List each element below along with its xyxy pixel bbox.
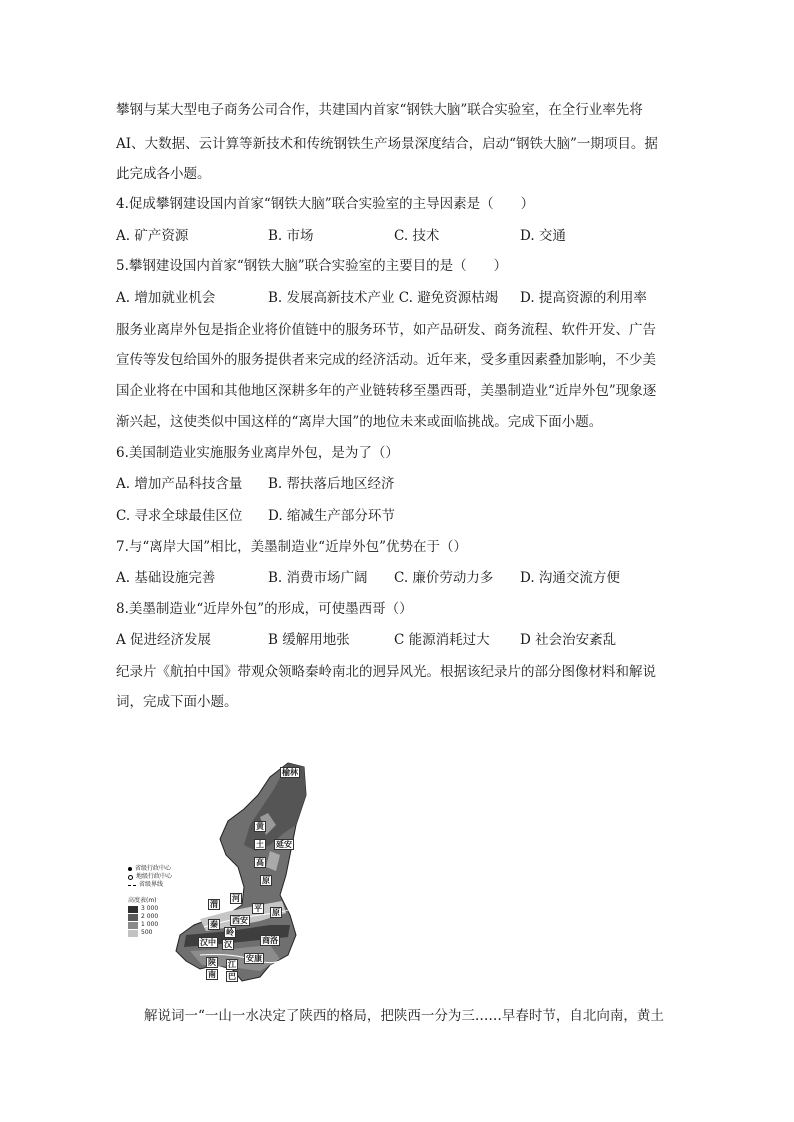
commentary-line: 解说词一“一山一水决定了陕西的格局，把陕西一分为三……早春时节，自北向南，黄土 <box>144 1008 664 1024</box>
label-ankang: 安康 <box>246 954 262 963</box>
passage1-line2: AI、大数据、云计算等新技术和传统钢铁生产场景深度结合，启动“钢铁大脑”一期项目。据 <box>116 136 658 152</box>
legend-level-2 <box>128 913 172 921</box>
label-han: 汉 <box>224 940 232 949</box>
passage2-line2: 宣传等发包给国外的服务提供者来完成的经济活动。近年来，受多重因素叠加影响，不少美 <box>116 352 656 368</box>
passage3-line1: 纪录片《航拍中国》带观众领略秦岭南北的迥异风光。根据该纪录片的部分图像材料和解说 <box>116 664 656 680</box>
q7-option-b: B. 消费市场广阔 <box>268 570 368 586</box>
label-tu: 土 <box>256 840 264 849</box>
label-yulin: 榆林 <box>282 768 298 777</box>
q5-option-d: D. 提高资源的利用率 <box>520 290 647 306</box>
swatch-3000 <box>128 906 138 913</box>
level-1000-label: 1 000 <box>141 921 159 928</box>
q6-stem: 6.美国制造业实施服务业离岸外包，是为了（） <box>116 445 399 461</box>
label-yuan2: 原 <box>272 908 280 917</box>
q6-option-a: A. 增加产品科技含量 <box>116 476 243 492</box>
label-xian: 西安 <box>232 916 248 925</box>
provincial-center-icon <box>128 867 132 871</box>
legend-prefectural <box>128 873 172 881</box>
level-500-label: 500 <box>141 929 153 936</box>
label-yuan1: 原 <box>262 876 270 885</box>
passage1-line1: 攀钢与某大型电子商务公司合作，共建国内首家“钢铁大脑”联合实验室，在全行业率先将 <box>116 102 643 118</box>
q4-option-c: C. 技术 <box>394 228 440 244</box>
label-ling: 岭 <box>226 928 234 937</box>
q8-option-b: B 缓解用地张 <box>268 632 350 648</box>
legend-provincial-label: 省级行政中心 <box>135 865 172 872</box>
swatch-500 <box>128 930 138 937</box>
label-hanzhong: 汉中 <box>200 938 216 947</box>
boundary-line-icon <box>128 885 136 886</box>
q6-option-d: D. 缩减生产部分环节 <box>268 508 395 524</box>
legend-boundary <box>128 881 172 889</box>
q8-option-a: A 促进经济发展 <box>116 632 212 648</box>
q4-option-a: A. 矿产资源 <box>116 228 189 244</box>
q7-option-c: C. 廉价劳动力多 <box>394 570 494 586</box>
label-he: 河 <box>232 894 240 903</box>
q7-option-d: D. 沟通交流方便 <box>520 570 620 586</box>
prefectural-center-icon <box>128 875 133 880</box>
legend-level-3 <box>128 921 172 929</box>
q4-stem: 4.促成攀钢建设国内首家“钢铁大脑”联合实验室的主导因素是（ ） <box>116 196 535 212</box>
swatch-1000 <box>128 922 138 929</box>
q6-option-c: C. 寻求全球最佳区位 <box>116 508 243 524</box>
label-jiang: 江 <box>228 960 236 969</box>
label-ba: 巴 <box>228 972 236 981</box>
passage3-line2: 词，完成下面小题。 <box>116 694 238 710</box>
q5-option-bc: B. 发展高新技术产业 C. 避免资源枯竭 <box>268 290 499 306</box>
swatch-2000 <box>128 914 138 921</box>
q5-stem: 5.攀钢建设国内首家“钢铁大脑”联合实验室的主要目的是（ ） <box>116 258 508 274</box>
label-nan: 南 <box>208 970 216 979</box>
label-yanan: 延安 <box>276 840 292 849</box>
legend-level-4 <box>128 929 172 937</box>
passage2-line4: 渐兴起，这使类似中国这样的“离岸大国”的地位未来或面临挑战。完成下面小题。 <box>116 414 603 430</box>
passage1-line3: 此完成各小题。 <box>116 166 211 182</box>
q5-option-a: A. 增加就业机会 <box>116 290 216 306</box>
passage2-line1: 服务业离岸外包是指企业将价值链中的服务环节，如产品研发、商务流程、软件开发、广告 <box>116 322 656 338</box>
level-3000-label: 3 000 <box>141 905 159 912</box>
q8-option-d: D 社会治安紊乱 <box>520 632 617 648</box>
q8-option-c: C 能源消耗过大 <box>394 632 490 648</box>
q4-option-b: B. 市场 <box>268 228 314 244</box>
q7-option-a: A. 基础设施完善 <box>116 570 216 586</box>
label-gao: 高 <box>256 858 264 867</box>
q7-stem: 7.与“离岸大国”相比，美墨制造业“近岸外包”优势在于（） <box>116 539 467 555</box>
legend-level-1 <box>128 905 172 913</box>
legend-boundary-label: 省级界线 <box>139 881 164 888</box>
label-wei: 渭 <box>210 900 218 909</box>
label-shan: 陕 <box>208 958 216 967</box>
passage2-line3: 国企业将在中国和其他地区深耕多年的产业链转移至墨西哥，美墨制造业“近岸外包”现象逐 <box>116 383 657 399</box>
legend-elev-title: 高度表(m) <box>128 897 157 904</box>
q4-option-d: D. 交通 <box>520 228 566 244</box>
q6-option-b: B. 帮扶落后地区经济 <box>268 476 395 492</box>
map-legend <box>128 865 172 937</box>
label-ping: 平 <box>254 904 262 913</box>
label-shangluo: 商洛 <box>262 936 278 945</box>
label-huang: 黄 <box>256 822 264 831</box>
legend-prefectural-label: 地级行政中心 <box>136 873 173 880</box>
q8-stem: 8.美墨制造业“近岸外包”的形成，可使墨西哥（） <box>116 601 413 617</box>
level-2000-label: 2 000 <box>141 913 159 920</box>
label-qin: 秦 <box>210 920 218 929</box>
legend-provincial <box>128 865 172 873</box>
